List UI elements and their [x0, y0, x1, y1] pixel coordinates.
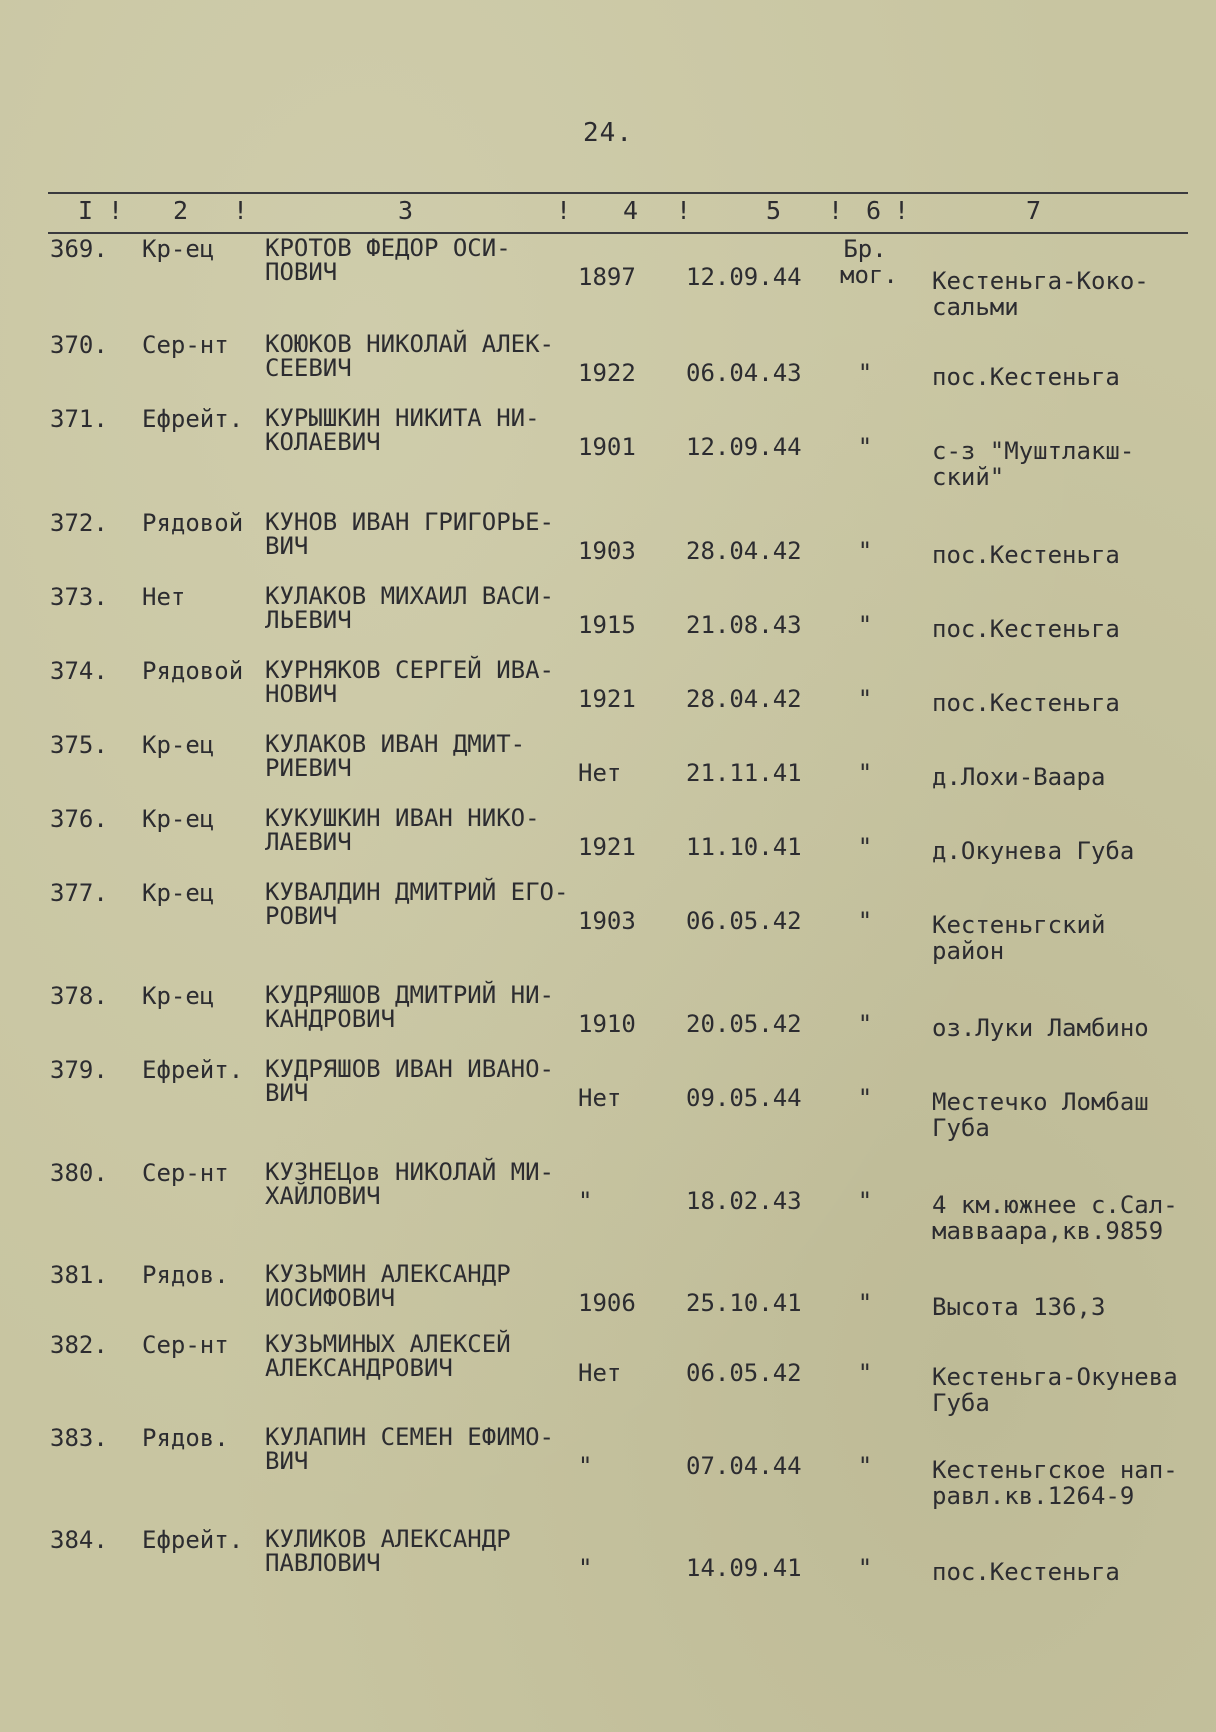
record-place-line: мавваара,кв.9859 [932, 1217, 1164, 1245]
column-header-5: 5 [766, 196, 782, 225]
record-birth-year: 1906 [578, 1289, 636, 1317]
record-birth-year: " [578, 1554, 593, 1582]
record-place [932, 364, 1202, 390]
record-date: 12.09.44 [686, 433, 802, 461]
column-separator: ! [828, 196, 844, 225]
header-top-rule [48, 192, 1188, 194]
record-name-line: КУКУШКИН ИВАН НИКО- [265, 804, 540, 832]
record-burial-line: " [857, 759, 873, 787]
record-name-line: КУВАЛДИН ДМИТРИЙ ЕГО- [265, 878, 569, 906]
record-birth-year: 1901 [578, 433, 636, 461]
record-rank: Кр-ец [142, 805, 215, 833]
record-name [265, 1057, 554, 1105]
record-burial-line: " [857, 1554, 873, 1582]
record-name [265, 658, 554, 706]
record-place [932, 268, 1202, 320]
page-number: 24. [583, 118, 633, 148]
record-date: 07.04.44 [686, 1452, 802, 1480]
record-name-line: КУЛАКОВ ИВАН ДМИТ- [265, 730, 526, 758]
record-birth-year: 1903 [578, 537, 636, 565]
record-name [265, 732, 525, 780]
record-burial-line: Бр. [843, 235, 887, 263]
record-date: 12.09.44 [686, 263, 802, 291]
record-rank: Рядов. [142, 1261, 229, 1289]
record-place-line: д.Окунева Губа [932, 837, 1135, 865]
record-date: 11.10.41 [686, 833, 802, 861]
record-place-line: Губа [932, 1114, 990, 1142]
record-name-line: ПОВИЧ [265, 258, 338, 286]
record-number: 373. [50, 583, 108, 611]
record-number: 381. [50, 1261, 108, 1289]
record-number: 377. [50, 879, 108, 907]
record-birth-year: " [578, 1187, 593, 1215]
record-name-line: КУДРЯШОВ ДМИТРИЙ НИ- [265, 981, 554, 1009]
record-name-line: АЛЕКСАНДРОВИЧ [265, 1354, 453, 1382]
column-separator: ! [894, 196, 910, 225]
record-burial [840, 360, 890, 387]
record-name-line: РОВИЧ [265, 902, 338, 930]
record-place-line: пос.Кестеньга [932, 541, 1120, 569]
record-number: 383. [50, 1424, 108, 1452]
record-place-line: сальми [932, 293, 1019, 321]
record-name [265, 406, 540, 454]
record-place [932, 1457, 1202, 1509]
record-rank: Сер-нт [142, 1159, 229, 1187]
record-name [265, 806, 540, 854]
record-name-line: ЛАЕВИЧ [265, 828, 352, 856]
record-number: 382. [50, 1331, 108, 1359]
record-number: 369. [50, 235, 108, 263]
record-burial-line: " [857, 611, 873, 639]
record-name-line: КУЛАПИН СЕМЕН ЕФИМО- [265, 1423, 554, 1451]
record-place-line: оз.Луки Ламбино [932, 1014, 1149, 1042]
record-place [932, 542, 1202, 568]
column-header-1: I [78, 196, 94, 225]
record-rank: Ефрейт. [142, 1526, 244, 1554]
record-birth-year: Нет [578, 759, 622, 787]
column-header-3: 3 [398, 196, 414, 225]
record-birth-year: 1922 [578, 359, 636, 387]
record-place-line: пос.Кестеньга [932, 615, 1120, 643]
record-name-line: КУРНЯКОВ СЕРГЕЙ ИВА- [265, 656, 554, 684]
record-name-line: СЕЕВИЧ [265, 354, 352, 382]
record-name-line: ВИЧ [265, 1447, 309, 1475]
record-burial [840, 1290, 890, 1317]
record-number: 379. [50, 1056, 108, 1084]
record-place [932, 912, 1202, 964]
record-name-line: КОЛАЕВИЧ [265, 428, 381, 456]
record-burial [840, 1011, 890, 1038]
record-burial [840, 686, 890, 713]
column-header-row [48, 196, 1188, 230]
record-burial [840, 1555, 890, 1582]
record-rank: Кр-ец [142, 235, 215, 263]
record-name [265, 236, 511, 284]
record-name-line: ХАЙЛОВИЧ [265, 1182, 381, 1210]
column-separator: ! [556, 196, 572, 225]
record-name-line: КУЛАКОВ МИХАИЛ ВАСИ- [265, 582, 554, 610]
record-place-line: д.Лохи-Ваара [932, 763, 1106, 791]
record-name [265, 983, 554, 1031]
record-name-line: НОВИЧ [265, 680, 338, 708]
record-name [265, 1527, 511, 1575]
record-name-line: КАНДРОВИЧ [265, 1005, 396, 1033]
record-place-line: Кестеньга-Коко- [932, 267, 1149, 295]
record-birth-year: 1897 [578, 263, 636, 291]
record-name-line: КРОТОВ ФЕДОР ОСИ- [265, 234, 511, 262]
record-burial [840, 434, 890, 461]
record-burial [840, 612, 890, 639]
record-name-line: КУЗЬМИН АЛЕКСАНДР [265, 1260, 511, 1288]
record-rank: Сер-нт [142, 1331, 229, 1359]
record-date: 14.09.41 [686, 1554, 802, 1582]
record-place [932, 764, 1202, 790]
record-birth-year: 1921 [578, 685, 636, 713]
record-name-line: ЛЬЕВИЧ [265, 606, 352, 634]
record-place [932, 1294, 1202, 1320]
record-date: 21.11.41 [686, 759, 802, 787]
record-number: 378. [50, 982, 108, 1010]
record-burial-line: " [857, 907, 873, 935]
record-rank: Рядовой [142, 509, 244, 537]
record-name-line: КОЮКОВ НИКОЛАЙ АЛЕК- [265, 330, 554, 358]
record-burial [840, 235, 898, 289]
record-rank: Кр-ец [142, 982, 215, 1010]
record-burial-line: мог. [840, 261, 898, 289]
record-date: 06.05.42 [686, 907, 802, 935]
record-place [932, 616, 1202, 642]
record-number: 374. [50, 657, 108, 685]
record-name-line: ВИЧ [265, 532, 309, 560]
record-birth-year: 1921 [578, 833, 636, 861]
record-place [932, 1559, 1202, 1585]
record-burial-line: " [857, 537, 873, 565]
record-place-line: равл.кв.1264-9 [932, 1482, 1135, 1510]
record-burial [840, 1453, 890, 1480]
record-place-line: 4 км.южнее с.Сал- [932, 1191, 1178, 1219]
column-header-7: 7 [1026, 196, 1042, 225]
record-birth-year: " [578, 1452, 593, 1480]
record-place [932, 438, 1202, 490]
record-burial [840, 908, 890, 935]
record-name [265, 1425, 554, 1473]
record-place-line: Кестеньга-Окунева [932, 1363, 1178, 1391]
record-burial [840, 834, 890, 861]
record-name-line: ИОСИФОВИЧ [265, 1284, 396, 1312]
record-name-line: КУЛИКОВ АЛЕКСАНДР [265, 1525, 511, 1553]
record-burial [840, 760, 890, 787]
column-separator: ! [676, 196, 692, 225]
column-header-2: 2 [173, 196, 189, 225]
record-date: 25.10.41 [686, 1289, 802, 1317]
record-place-line: пос.Кестеньга [932, 1558, 1120, 1586]
record-number: 375. [50, 731, 108, 759]
record-birth-year: 1915 [578, 611, 636, 639]
record-name [265, 332, 554, 380]
record-burial [840, 1085, 890, 1112]
record-name-line: РИЕВИЧ [265, 754, 352, 782]
record-rank: Кр-ец [142, 879, 215, 907]
column-header-4: 4 [623, 196, 639, 225]
record-date: 28.04.42 [686, 537, 802, 565]
record-place [932, 1089, 1202, 1141]
record-place [932, 1364, 1202, 1416]
record-name [265, 1332, 511, 1380]
column-separator: ! [233, 196, 249, 225]
record-rank: Нет [142, 583, 186, 611]
record-name-line: КУДРЯШОВ ИВАН ИВАНО- [265, 1055, 554, 1083]
record-burial-line: " [857, 833, 873, 861]
record-name [265, 1160, 554, 1208]
record-name-line: КУНОВ ИВАН ГРИГОРЬЕ- [265, 508, 554, 536]
record-place [932, 838, 1202, 864]
record-date: 20.05.42 [686, 1010, 802, 1038]
record-name-line: КУЗЬМИНЫХ АЛЕКСЕЙ [265, 1330, 511, 1358]
record-burial-line: " [857, 1452, 873, 1480]
record-birth-year: Нет [578, 1084, 622, 1112]
record-burial [840, 538, 890, 565]
record-date: 06.05.42 [686, 1359, 802, 1387]
record-name [265, 584, 554, 632]
record-number: 380. [50, 1159, 108, 1187]
record-place-line: пос.Кестеньга [932, 689, 1120, 717]
record-burial-line: " [857, 1187, 873, 1215]
record-burial-line: " [857, 433, 873, 461]
record-place-line: с-з "Муштлакш- [932, 437, 1135, 465]
record-rank: Рядов. [142, 1424, 229, 1452]
header-bottom-rule [48, 232, 1188, 234]
record-rank: Рядовой [142, 657, 244, 685]
record-number: 384. [50, 1526, 108, 1554]
record-name-line: КУРЫШКИН НИКИТА НИ- [265, 404, 540, 432]
record-date: 06.04.43 [686, 359, 802, 387]
record-place-line: Местечко Ломбаш [932, 1088, 1149, 1116]
record-burial-line: " [857, 1359, 873, 1387]
record-rank: Ефрейт. [142, 1056, 244, 1084]
record-birth-year: 1910 [578, 1010, 636, 1038]
record-burial [840, 1188, 890, 1215]
record-number: 372. [50, 509, 108, 537]
record-name [265, 880, 568, 928]
record-place [932, 1015, 1202, 1041]
record-number: 371. [50, 405, 108, 433]
record-rank: Ефрейт. [142, 405, 244, 433]
record-birth-year: 1903 [578, 907, 636, 935]
record-place-line: Губа [932, 1389, 990, 1417]
record-date: 18.02.43 [686, 1187, 802, 1215]
record-burial [840, 1360, 890, 1387]
record-place-line: пос.Кестеньга [932, 363, 1120, 391]
record-number: 370. [50, 331, 108, 359]
record-rank: Кр-ец [142, 731, 215, 759]
record-date: 28.04.42 [686, 685, 802, 713]
column-header-6: 6 [866, 196, 882, 225]
record-place [932, 1192, 1202, 1244]
record-name [265, 510, 554, 558]
column-separator: ! [108, 196, 124, 225]
record-place-line: Кестеньгский [932, 911, 1106, 939]
record-burial-line: " [857, 1289, 873, 1317]
record-place-line: район [932, 937, 1005, 965]
record-name [265, 1262, 511, 1310]
record-place-line: Кестеньгское нап- [932, 1456, 1178, 1484]
record-name-line: ПАВЛОВИЧ [265, 1549, 381, 1577]
record-birth-year: Нет [578, 1359, 622, 1387]
record-rank: Сер-нт [142, 331, 229, 359]
record-place [932, 690, 1202, 716]
record-place-line: ский" [932, 463, 1005, 491]
record-burial-line: " [857, 685, 873, 713]
record-place-line: Высота 136,3 [932, 1293, 1106, 1321]
record-burial-line: " [857, 359, 873, 387]
record-number: 376. [50, 805, 108, 833]
record-burial-line: " [857, 1010, 873, 1038]
record-date: 21.08.43 [686, 611, 802, 639]
record-name-line: ВИЧ [265, 1079, 309, 1107]
record-date: 09.05.44 [686, 1084, 802, 1112]
record-burial-line: " [857, 1084, 873, 1112]
record-name-line: КУЗНЕЦов НИКОЛАЙ МИ- [265, 1158, 554, 1186]
